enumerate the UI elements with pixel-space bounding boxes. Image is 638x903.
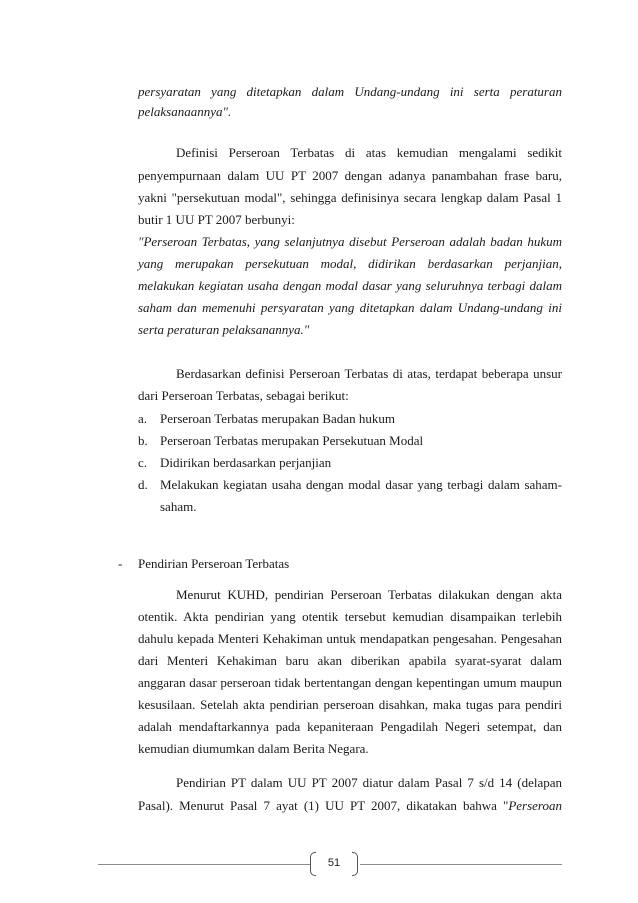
list-item-d: Melakukan kegiatan usaha dengan modal dasar yang terbagi dalam saham-	[160, 477, 562, 492]
list-item-b: Perseroan Terbatas merupakan Persekutuan Modal	[160, 433, 424, 448]
paragraph-kuhd-line-3: dahulu kepada Menteri Kehakiman untuk mendapatkan pengesahan. Pengesahan	[138, 631, 562, 646]
list-marker-a: a.	[138, 411, 148, 426]
footer-bracket-right	[352, 852, 358, 876]
paragraph-pasal-line-2-italic: Perseroan	[508, 798, 562, 813]
paragraph-top-line-1: persyaratan yang ditetapkan dalam Undang-undang ini serta peraturan	[138, 84, 562, 99]
paragraph-pasal-line-2	[138, 798, 562, 814]
quote-line-4: saham dan memenuhi persyaratan yang ditetapkan dalam Undang-undang ini	[138, 300, 562, 315]
section-dash-marker: -	[118, 556, 123, 571]
footer-rule-left	[98, 864, 310, 865]
paragraph-pasal-line-1: Pendirian PT dalam UU PT 2007 diatur dalam Pasal 7 s/d 14 (delapan	[176, 775, 562, 790]
paragraph-definition-line-1: Definisi Perseroan Terbatas di atas kemudian mengalami sedikit	[176, 145, 562, 160]
paragraph-kuhd-line-2: otentik. Akta pendirian yang otentik tersebut kemudian disampaikan terlebih	[138, 609, 562, 624]
list-item-a: Perseroan Terbatas merupakan Badan hukum	[160, 411, 395, 426]
paragraph-elements-line-2: dari Perseroan Terbatas, sebagai berikut:	[138, 388, 349, 403]
footer-rule-right	[360, 864, 562, 865]
list-item-d-continuation: saham.	[160, 499, 197, 514]
paragraph-kuhd-line-1: Menurut KUHD, pendirian Perseroan Terbatas dilakukan dengan akta	[176, 587, 562, 602]
footer-bracket-left	[310, 852, 316, 876]
list-item-c: Didirikan berdasarkan perjanjian	[160, 455, 332, 470]
paragraph-definition-line-3: yakni "persekutuan modal", sehingga definisinya secara lengkap dalam Pasal 1	[138, 190, 562, 205]
list-marker-c: c.	[138, 455, 148, 470]
paragraph-kuhd-line-6: kesusilaan. Setelah akta pendirian perseroan disahkan, maka tugas para pendiri	[138, 697, 562, 712]
page-number: 51	[327, 857, 341, 869]
quote-line-5: serta peraturan pelaksanannya."	[138, 322, 310, 337]
paragraph-kuhd-line-4: dari Menteri Kehakiman baru akan diberikan apabila syarat-syarat dalam	[138, 653, 562, 668]
paragraph-kuhd-line-8: kemudian diumumkan dalam Berita Negara.	[138, 741, 369, 756]
list-marker-b: b.	[138, 433, 148, 448]
section-heading: Pendirian Perseroan Terbatas	[138, 556, 290, 571]
paragraph-elements-line-1: Berdasarkan definisi Perseroan Terbatas di atas, terdapat beberapa unsur	[176, 366, 562, 381]
paragraph-kuhd-line-7: adalah mendaftarkannya pada kepaniteraan Pengadilah Negeri setempat, dan	[138, 719, 562, 734]
paragraph-definition-line-4: butir 1 UU PT 2007 berbunyi:	[138, 212, 295, 227]
list-marker-d: d.	[138, 477, 148, 492]
paragraph-top-line-2: pelaksanaannya".	[138, 104, 232, 119]
paragraph-kuhd-line-5: anggaran dasar perseroan tidak bertentangan dengan kepentingan umum maupun	[138, 675, 562, 690]
quote-line-1: "Perseroan Terbatas, yang selanjutnya disebut Perseroan adalah badan hukum	[138, 234, 562, 249]
quote-line-2: yang merupakan persekutuan modal, didirikan berdasarkan perjanjian,	[138, 256, 562, 271]
paragraph-definition-line-2: penyempurnaan dalam UU PT 2007 dengan adanya panambahan frase baru,	[138, 168, 562, 183]
paragraph-pasal-line-2-main: Pasal). Menurut Pasal 7 ayat (1) UU PT 2007, dikatakan bahwa "	[138, 798, 509, 813]
quote-line-3: melakukan kegiatan usaha dengan modal dasar yang seluruhnya terbagi dalam	[138, 278, 562, 293]
